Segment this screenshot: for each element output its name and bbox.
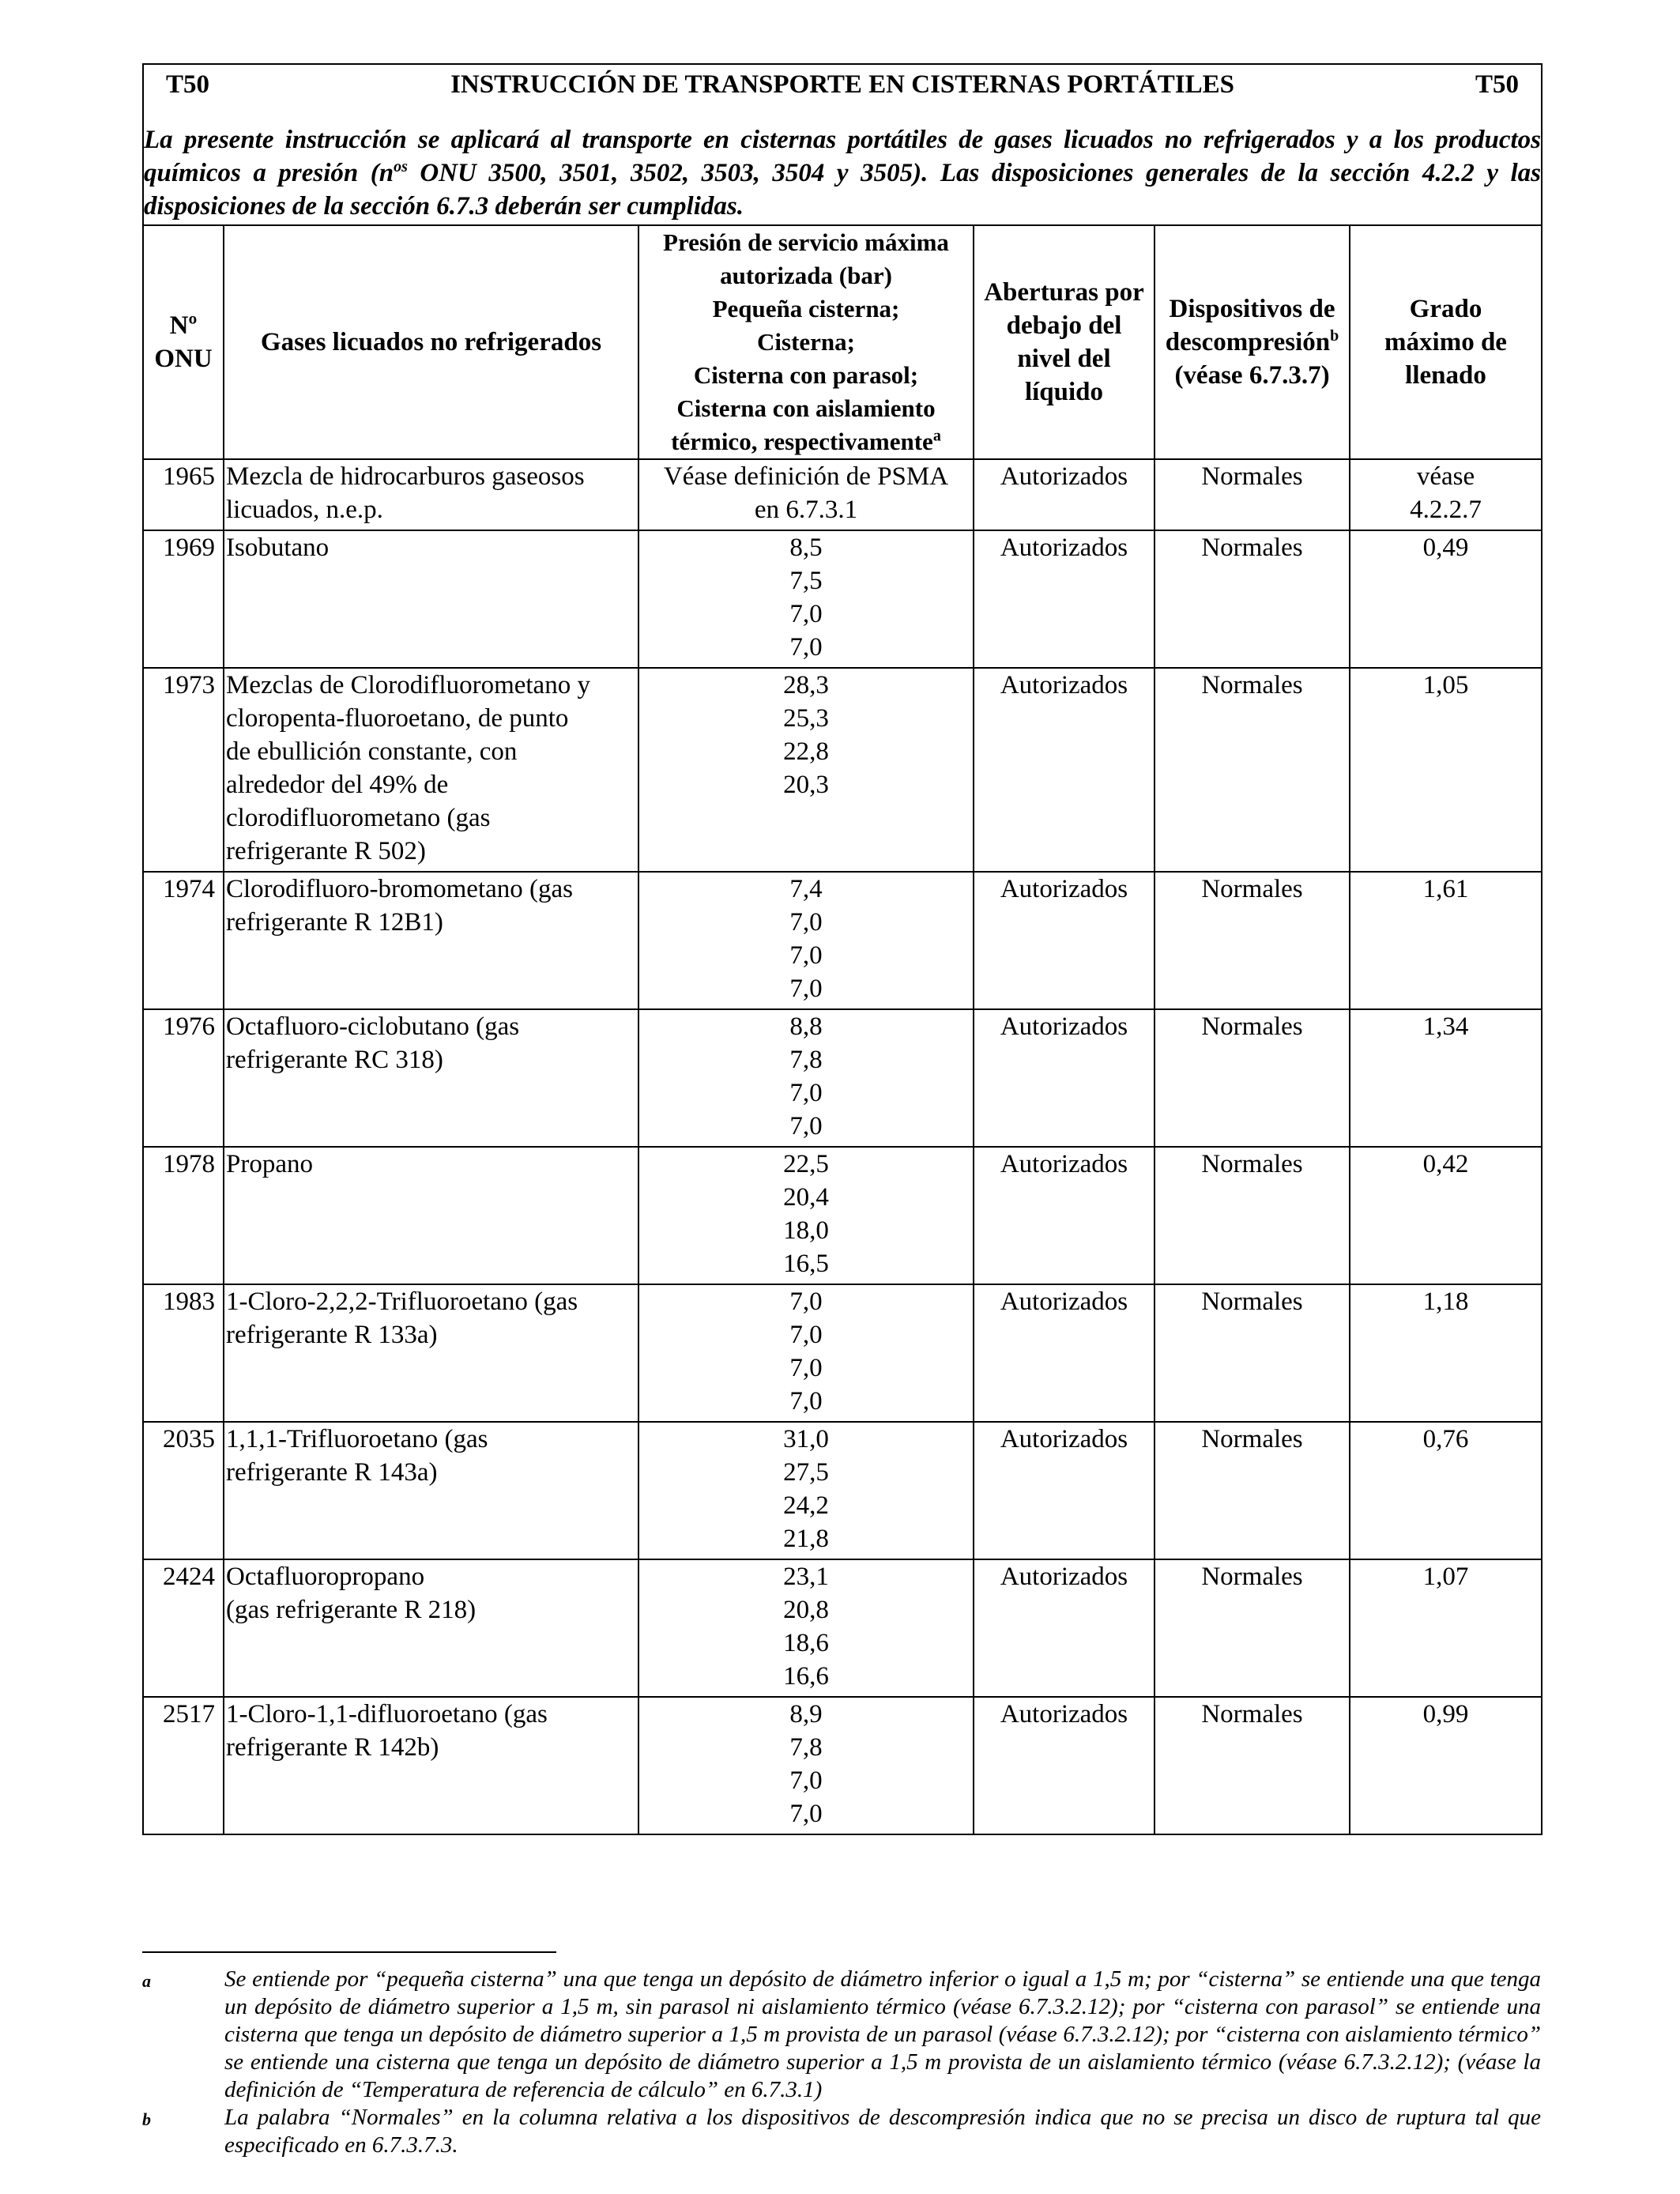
devices-value: Normales	[1155, 1559, 1350, 1697]
table-row	[143, 668, 1542, 872]
fill-degree-line: 0,99	[1422, 1700, 1469, 1728]
openings-value: Autorizados	[974, 459, 1155, 530]
pressure-value: 27,5	[783, 1458, 829, 1487]
pressure-value: 28,3	[783, 671, 829, 699]
gas-name-line: Mezcla de hidrocarburos gaseosos	[226, 462, 585, 491]
header-line: (véase 6.7.3.7)	[1174, 361, 1330, 390]
gas-name	[224, 1422, 638, 1559]
fill-degree-line: 1,05	[1422, 671, 1469, 699]
gas-name-line: 1,1,1-Trifluoroetano (gas	[226, 1425, 488, 1453]
fill-degree-line: 1,07	[1422, 1563, 1469, 1591]
pressure-value: 20,8	[783, 1596, 829, 1624]
onu-number: 2517	[143, 1697, 224, 1834]
devices-value: Normales	[1155, 530, 1350, 668]
pressure-value: 8,5	[789, 533, 823, 562]
fill-degree-line: 1,34	[1422, 1012, 1469, 1041]
openings-value: Autorizados	[974, 1559, 1155, 1697]
fill-degree-line: véase	[1416, 462, 1475, 491]
pressure-value: 21,8	[783, 1525, 829, 1553]
devices-value: Normales	[1155, 668, 1350, 872]
pressure-value: Véase definición de PSMA	[663, 462, 949, 491]
header-line: autorizada (bar)	[720, 262, 892, 289]
devices-value: Normales	[1155, 1009, 1350, 1147]
table-row	[143, 1697, 1542, 1834]
onu-number: 1976	[143, 1009, 224, 1147]
gas-name-line: Isobutano	[226, 533, 330, 562]
gas-name-line: licuados, n.e.p.	[226, 496, 383, 524]
header-line: Cisterna;	[757, 328, 855, 356]
gas-name-line: Clorodifluoro-bromometano (gas	[226, 875, 573, 903]
fill-degree	[1350, 1147, 1542, 1284]
pressure-value: 25,3	[783, 704, 829, 733]
header-line: Dispositivos de	[1169, 295, 1335, 323]
gas-name	[224, 1009, 638, 1147]
onu-number: 2424	[143, 1559, 224, 1697]
pressure-values	[638, 668, 974, 872]
gas-name	[224, 530, 638, 668]
devices-value: Normales	[1155, 1697, 1350, 1834]
onu-number: 1969	[143, 530, 224, 668]
onu-number: 1965	[143, 459, 224, 530]
fill-degree-line: 4.2.2.7	[1410, 496, 1482, 524]
pressure-value: 20,4	[783, 1183, 829, 1212]
gas-name-line: cloropenta-fluoroetano, de punto	[226, 704, 569, 733]
title-cell	[143, 64, 1542, 225]
openings-value: Autorizados	[974, 1697, 1155, 1834]
header-line: llenado	[1405, 361, 1486, 390]
onu-number: 1974	[143, 872, 224, 1009]
document-page	[142, 63, 1541, 1835]
pressure-value: 23,1	[783, 1563, 829, 1591]
gas-name	[224, 459, 638, 530]
header-line: térmico, respectivamente$^a$	[671, 427, 941, 455]
fill-degree	[1350, 459, 1542, 530]
pressure-value: 8,9	[789, 1700, 823, 1728]
gas-name	[224, 872, 638, 1009]
header-line: Aberturas por	[984, 278, 1144, 307]
fill-degree	[1350, 668, 1542, 872]
intro-text-1: La presente instrucción se aplicará al transporte en cisternas portátiles de gases licuados no refrigerados y a los productos químicos a presión (n	[144, 126, 1542, 187]
gas-name	[224, 1147, 638, 1284]
header-line: ONU	[154, 345, 213, 373]
table-body	[143, 459, 1542, 1834]
table-row	[143, 530, 1542, 668]
table-row	[143, 872, 1542, 1009]
header-line: descompresión$^b$	[1165, 327, 1339, 356]
gas-name-line: alrededor del 49% de	[226, 771, 449, 799]
openings-value: Autorizados	[974, 1284, 1155, 1422]
header-line: Pequeña cisterna;	[712, 295, 900, 322]
pressure-values	[638, 1559, 974, 1697]
openings-value: Autorizados	[974, 1147, 1155, 1284]
header-line: nivel del	[1017, 345, 1111, 373]
header-line: Presión de servicio máxima	[663, 228, 949, 256]
pressure-value: 7,0	[789, 1766, 823, 1795]
onu-number: 1973	[143, 668, 224, 872]
pressure-value: 7,0	[789, 908, 823, 937]
col-header-pressure	[638, 225, 974, 459]
footnote-b	[142, 2104, 1541, 2159]
gas-name-line: Octafluoropropano	[226, 1563, 425, 1591]
pressure-value: 22,5	[783, 1150, 829, 1178]
pressure-values	[638, 872, 974, 1009]
gas-name-line: Mezclas de Clorodifluorometano y	[226, 671, 590, 699]
fill-degree-line: 0,49	[1422, 533, 1469, 562]
pressure-value: 18,6	[783, 1629, 829, 1657]
header-line: líquido	[1024, 378, 1104, 406]
pressure-value: 7,0	[789, 941, 823, 970]
pressure-value: 8,8	[789, 1012, 823, 1041]
fill-degree	[1350, 530, 1542, 668]
pressure-value: 20,3	[783, 771, 829, 799]
pressure-value: 7,5	[789, 567, 823, 595]
gas-name-line: refrigerante R 133a)	[226, 1321, 438, 1349]
openings-value: Autorizados	[974, 872, 1155, 1009]
gas-name	[224, 1559, 638, 1697]
pressure-value: 7,0	[789, 1112, 823, 1140]
pressure-values	[638, 1697, 974, 1834]
title-row	[144, 65, 1541, 101]
gas-name-line: de ebullición constante, con	[226, 737, 518, 766]
header-line: Cisterna con aislamiento	[676, 394, 936, 422]
pressure-value: 16,6	[783, 1662, 829, 1691]
fill-degree	[1350, 1559, 1542, 1697]
pressure-value: 18,0	[783, 1216, 829, 1245]
col-header-devices	[1155, 225, 1350, 459]
pressure-value: 22,8	[783, 737, 829, 766]
fill-degree-line: 0,76	[1422, 1425, 1469, 1453]
fill-degree	[1350, 1284, 1542, 1422]
table-row	[143, 1422, 1542, 1559]
instruction-title: INSTRUCCIÓN DE TRANSPORTE EN CISTERNAS PORTÁTILES	[450, 70, 1234, 99]
pressure-values	[638, 1284, 974, 1422]
devices-value: Normales	[1155, 1422, 1350, 1559]
intro-paragraph	[144, 101, 1541, 224]
footnote-a	[142, 1966, 1541, 2104]
table-row	[143, 459, 1542, 530]
gas-name-line: Propano	[226, 1150, 313, 1178]
fill-degree	[1350, 872, 1542, 1009]
devices-value: Normales	[1155, 459, 1350, 530]
header-line: debajo del	[1006, 311, 1122, 340]
intro-sup: os	[394, 158, 408, 175]
footnote-mark: a	[142, 1971, 151, 1991]
openings-value: Autorizados	[974, 530, 1155, 668]
table-row	[143, 1284, 1542, 1422]
gas-name-line: 1-Cloro-1,1-difluoroetano (gas	[226, 1700, 548, 1728]
instruction-code-left: T50	[166, 70, 210, 99]
pressure-value: 7,4	[789, 875, 823, 903]
fill-degree	[1350, 1422, 1542, 1559]
gas-name-line: 1-Cloro-2,2,2-Trifluoroetano (gas	[226, 1287, 578, 1316]
pressure-value: 7,0	[789, 1079, 823, 1107]
openings-value: Autorizados	[974, 668, 1155, 872]
header-line: Nº	[169, 311, 198, 340]
openings-value: Autorizados	[974, 1009, 1155, 1147]
pressure-value: 7,0	[789, 600, 823, 628]
pressure-values	[638, 459, 974, 530]
pressure-value: 7,0	[789, 633, 823, 662]
col-header-fill	[1350, 225, 1542, 459]
openings-value: Autorizados	[974, 1422, 1155, 1559]
pressure-value: 7,0	[789, 974, 823, 1003]
pressure-value: 7,0	[789, 1354, 823, 1382]
pressure-value: 7,8	[789, 1046, 823, 1074]
pressure-value: 31,0	[783, 1425, 829, 1453]
gas-name-line: refrigerante R 502)	[226, 837, 426, 865]
table-row	[143, 1009, 1542, 1147]
footnotes	[142, 1951, 1541, 2159]
instruction-code-right: T50	[1475, 70, 1520, 99]
devices-value: Normales	[1155, 872, 1350, 1009]
pressure-value: 7,0	[789, 1387, 823, 1416]
onu-number: 1978	[143, 1147, 224, 1284]
intro-text-2: ONU 3500, 3501, 3502, 3503, 3504 y 3505). Las disposiciones generales de la sección 4.2.2 y las disposiciones de la sección 6.7.3 deberán ser cumplidas.	[144, 159, 1542, 221]
onu-number: 2035	[143, 1422, 224, 1559]
gas-name-line: clorodifluorometano (gas	[226, 804, 491, 832]
devices-value: Normales	[1155, 1284, 1350, 1422]
pressure-value: en 6.7.3.1	[754, 496, 858, 524]
devices-value: Normales	[1155, 1147, 1350, 1284]
pressure-value: 16,5	[783, 1250, 829, 1278]
gas-name	[224, 1284, 638, 1422]
gas-name-line: Octafluoro-ciclobutano (gas	[226, 1012, 520, 1041]
gas-name-line: refrigerante RC 318)	[226, 1046, 443, 1074]
gas-name-line: refrigerante R 143a)	[226, 1458, 438, 1487]
pressure-values	[638, 530, 974, 668]
gas-name-line: (gas refrigerante R 218)	[226, 1596, 477, 1624]
header-line-sup: b	[1330, 327, 1339, 345]
pressure-value: 24,2	[783, 1491, 829, 1520]
gas-name-line: refrigerante R 12B1)	[226, 908, 443, 937]
footnote-text: Se entiende por “pequeña cisterna” una que tenga un depósito de diámetro inferior o igual a 1,5 m; por “cisterna” se entiende una que tenga un depósito de diámetro superior a 1,5 m, sin parasol ni aislamiento térmico (véase 6.7.3.2.12); por “cisterna con parasol” se entiende una cisterna que tenga un depósito de diámetro superior a 1,5 m provista de un parasol (véase 6.7.3.2.12); por “cisterna con aislamiento térmico” se entiende una cisterna que tenga un depósito de diámetro superior a 1,5 m provista de un aislamiento térmico (véase 6.7.3.2.12); (véase la definición de “Temperatura de referencia de cálculo” en 6.7.3.1)	[224, 1966, 1541, 2102]
pressure-value: 7,0	[789, 1800, 823, 1828]
gas-name	[224, 1697, 638, 1834]
onu-number: 1983	[143, 1284, 224, 1422]
fill-degree	[1350, 1009, 1542, 1147]
pressure-values	[638, 1422, 974, 1559]
pressure-value: 7,0	[789, 1287, 823, 1316]
instruction-table	[142, 63, 1543, 1835]
header-line: máximo de	[1384, 328, 1507, 356]
footnote-mark: b	[142, 2109, 151, 2129]
col-header-gas: Gases licuados no refrigerados	[224, 225, 638, 459]
header-row	[143, 225, 1542, 459]
pressure-values	[638, 1009, 974, 1147]
pressure-values	[638, 1147, 974, 1284]
col-header-openings	[974, 225, 1155, 459]
gas-name-line: refrigerante R 142b)	[226, 1733, 439, 1762]
fill-degree	[1350, 1697, 1542, 1834]
header-line: Grado	[1409, 295, 1482, 323]
fill-degree-line: 1,61	[1422, 875, 1469, 903]
header-line: Cisterna con parasol;	[693, 361, 919, 389]
footnote-text: La palabra “Normales” en la columna relativa a los dispositivos de descompresión indica que no se precisa un disco de ruptura tal que especificado en 6.7.3.7.3.	[224, 2105, 1541, 2158]
fill-degree-line: 1,18	[1422, 1287, 1469, 1316]
table-row	[143, 1559, 1542, 1697]
pressure-value: 7,0	[789, 1321, 823, 1349]
gas-name	[224, 668, 638, 872]
pressure-value: 7,8	[789, 1733, 823, 1762]
col-header-onu	[143, 225, 224, 459]
table-row	[143, 1147, 1542, 1284]
fill-degree-line: 0,42	[1422, 1150, 1469, 1178]
header-line-sup: a	[932, 427, 941, 445]
